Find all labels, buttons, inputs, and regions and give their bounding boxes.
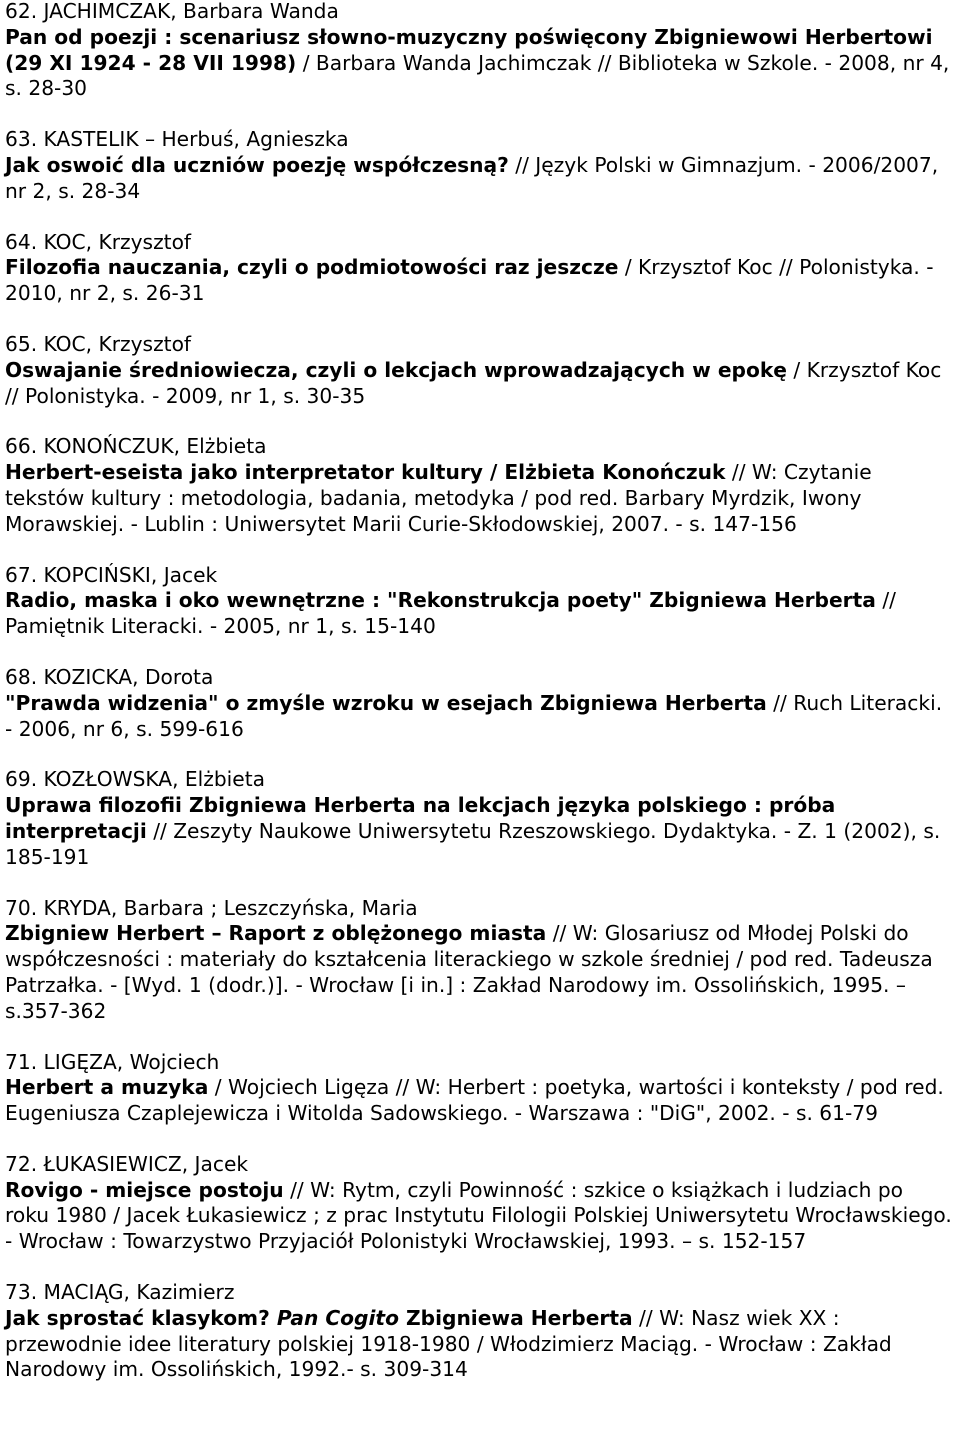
entry-citation [5, 793, 952, 870]
entry-source-text: // W: Czytanie tekstów kultury : metodologia, badania, metodyka / pod red. Barbary Myrdzik, Iwony Morawskiej. - Lublin : Uniwersytet Marii Curie-Skłodowskiej, 2007. - s. 147-156 [5, 460, 872, 536]
entry-author-heading: 66. KONOŃCZUK, Elżbieta [5, 434, 267, 459]
entry-author-heading: 71. LIGĘZA, Wojciech [5, 1049, 220, 1074]
entry-source-text: // Język Polski w Gimnazjum. - 2006/2007, nr 2, s. 28-34 [5, 152, 939, 203]
entry-title-text: Pan od poezji : scenariusz słowno-muzyczny poświęcony Zbigniewowi Herbertowi (29 XI 1924 - 28 VII 1998) [5, 24, 933, 75]
entry-citation [5, 358, 952, 410]
entry-title-text: Radio, maska i oko wewnętrzne : "Rekonstrukcja poety" Zbigniewa Herberta [5, 588, 876, 613]
entry-author-heading: 72. ŁUKASIEWICZ, Jacek [5, 1151, 249, 1176]
entry-author-heading: 69. KOZŁOWSKA, Elżbieta [5, 767, 266, 792]
entry-citation [5, 153, 952, 205]
entry-title-text: Rovigo - miejsce postoju [5, 1177, 284, 1202]
entry-title-text: Herbert a muzyka [5, 1075, 209, 1100]
entry-author-heading: 67. KOPCIŃSKI, Jacek [5, 562, 218, 587]
bibliography-entry [5, 563, 952, 640]
bibliography-entry [5, 434, 952, 537]
bibliography-entry [5, 230, 952, 307]
entry-title-text: Oswajanie średniowiecza, czyli o lekcjach wprowadzających w epokę [5, 357, 787, 382]
entry-citation [5, 1075, 952, 1127]
bibliography-entry [5, 127, 952, 204]
entry-title-text: "Prawda widzenia" o zmyśle wzroku w esejach Zbigniewa Herberta [5, 690, 767, 715]
entry-title-text: Zbigniew Herbert – Raport z oblężonego miasta [5, 921, 547, 946]
entry-title-text: Jak oswoić dla uczniów poezję współczesną? [5, 152, 509, 177]
entry-citation [5, 691, 952, 743]
entry-title-text: Jak sprostać klasykom? [5, 1305, 277, 1330]
entry-author-heading: 73. MACIĄG, Kazimierz [5, 1280, 235, 1305]
entry-source-text: // Ruch Literacki. - 2006, nr 6, s. 599-616 [5, 690, 943, 741]
bibliography-entry [5, 896, 952, 1025]
bibliography-entry [5, 332, 952, 409]
bibliography-entry [5, 1280, 952, 1383]
entry-citation [5, 588, 952, 640]
entry-title-text: Zbigniewa Herberta [398, 1305, 633, 1330]
entry-author-heading: 62. JACHIMCZAK, Barbara Wanda [5, 0, 339, 23]
entry-source-text: // W: Nasz wiek XX : przewodnie idee literatury polskiej 1918-1980 / Włodzimierz Maciąg. - Wrocław : Zakład Narodowy im. Ossolińskich, 1992.- s. 309-314 [5, 1305, 892, 1382]
bibliography-entry [5, 1152, 952, 1255]
entry-title-text: Filozofia nauczania, czyli o podmiotowości raz jeszcze [5, 255, 619, 280]
entry-citation [5, 25, 952, 102]
entry-source-text: // W: Glosariusz od Młodej Polski do współczesności : materiały do kształcenia literackiego w szkole średniej / pod red. Tadeusza Patrzałka. - [Wyd. 1 (dodr.)]. - Wrocław [i in.] : Zakład Narodowy im. Ossolińskich, 1995. – s.357-362 [5, 921, 933, 1023]
entry-source-text: // W: Rytm, czyli Powinność : szkice o książkach i ludziach po roku 1980 / Jacek Łukasiewicz ; z prac Instytutu Filologii Polskiej Uniwersytetu Wrocławskiego. - Wrocław : Towarzystwo Przyjaciół Polonistyki Wrocławskiej, 1993. – s. 152-157 [5, 1177, 952, 1254]
entry-title-text: Pan Cogito [276, 1305, 399, 1330]
entry-citation [5, 255, 952, 307]
bibliography-entry [5, 767, 952, 870]
entry-source-text: // Pamiętnik Literacki. - 2005, nr 1, s. 15-140 [5, 588, 896, 639]
entry-citation [5, 460, 952, 537]
bibliography-entry [5, 665, 952, 742]
entry-author-heading: 63. KASTELIK – Herbuś, Agnieszka [5, 127, 349, 152]
entry-author-heading: 70. KRYDA, Barbara ; Leszczyńska, Maria [5, 895, 418, 920]
entry-citation [5, 1306, 952, 1383]
bibliography-entry [5, 0, 952, 102]
entry-source-text: / Krzysztof Koc // Polonistyka. - 2009, nr 1, s. 30-35 [5, 357, 942, 408]
entry-citation [5, 921, 952, 1024]
entry-source-text: / Wojciech Ligęza // W: Herbert : poetyka, wartości i konteksty / pod red. Eugeniusza Czaplejewicza i Witolda Sadowskiego. - Warszawa : "DiG", 2002. - s. 61-79 [5, 1075, 944, 1126]
entry-source-text: // Zeszyty Naukowe Uniwersytetu Rzeszowskiego. Dydaktyka. - Z. 1 (2002), s. 185-191 [5, 818, 941, 869]
entry-author-heading: 65. KOC, Krzysztof [5, 331, 192, 356]
entry-author-heading: 68. KOZICKA, Dorota [5, 664, 214, 689]
bibliography-entry [5, 1050, 952, 1127]
entry-citation [5, 1178, 952, 1255]
entry-title-text: Herbert-eseista jako interpretator kultury / Elżbieta Konończuk [5, 460, 726, 485]
entry-source-text: / Krzysztof Koc // Polonistyka. - 2010, nr 2, s. 26-31 [5, 255, 934, 306]
entry-source-text: / Barbara Wanda Jachimczak // Biblioteka w Szkole. - 2008, nr 4, s. 28-30 [5, 50, 950, 101]
entry-author-heading: 64. KOC, Krzysztof [5, 229, 192, 254]
entry-title-text: Uprawa filozofii Zbigniewa Herberta na lekcjach języka polskiego : próba interpretacji [5, 793, 836, 843]
